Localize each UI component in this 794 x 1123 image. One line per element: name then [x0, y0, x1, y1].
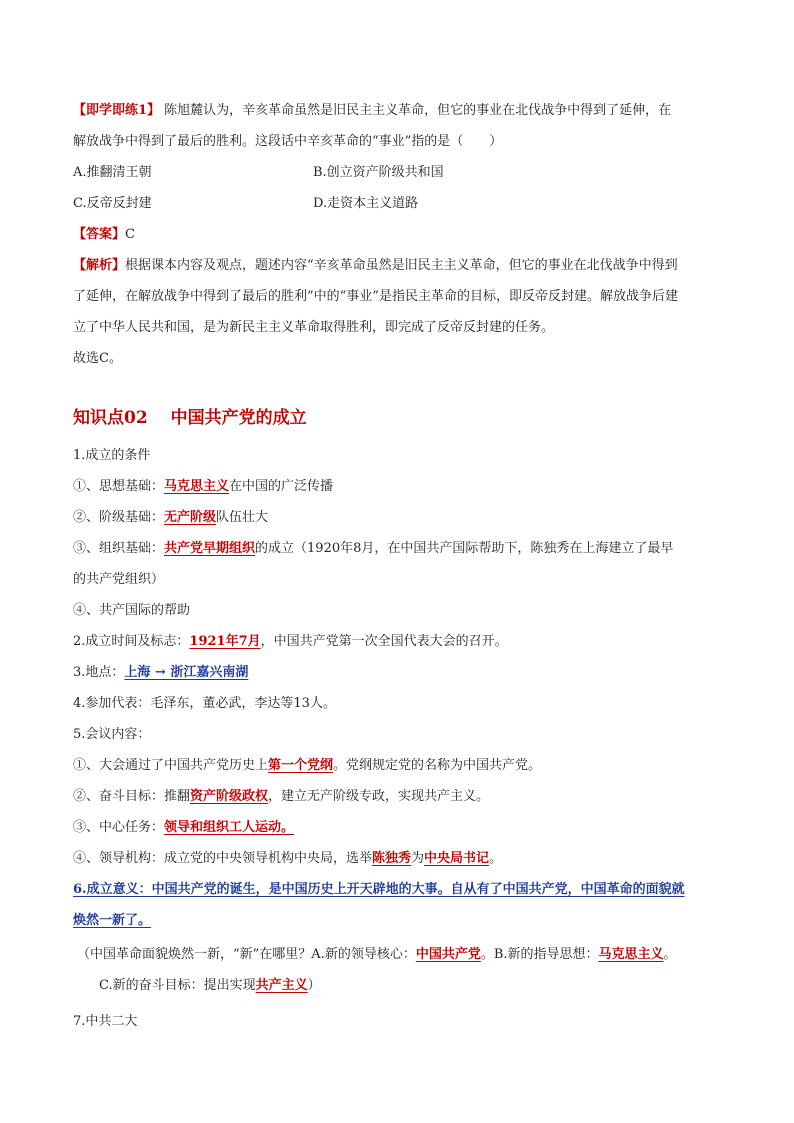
conditions-heading: 1.成立的条件 — [73, 448, 151, 463]
note-text-2: 。B.新的指导思想： — [480, 947, 599, 962]
key-bourgeois-regime: 资产阶级政权 — [190, 789, 269, 804]
question-text-1: 陈旭麓认为，辛亥革命虽然是旧民主主义革命，但它的事业在北伐战争中得到了延伸，在 — [160, 103, 672, 118]
content-goal — [73, 788, 489, 806]
significance-line-2: 焕然一新了。 — [73, 913, 152, 928]
key-chen-duxiu: 陈独秀 — [372, 851, 412, 866]
answer-tag: 【答案】 — [73, 227, 126, 242]
content-goal-text: ，建立无产阶级专政，实现共产主义。 — [268, 789, 490, 804]
key-location: 上海 → 浙江嘉兴南湖 — [124, 665, 249, 680]
condition-organization-cont: 的共产党组织） — [73, 572, 165, 587]
answer-value: C — [125, 227, 135, 242]
key-marxism: 马克思主义 — [164, 479, 230, 494]
option-c: C.反帝反封建 — [73, 196, 152, 211]
condition-ideology-label: ①、思想基础： — [73, 479, 165, 494]
founding-location-label: 3.地点： — [73, 665, 125, 680]
conclusion-line: 故选C。 — [73, 351, 122, 366]
note-line-2 — [73, 977, 321, 995]
key-labor-movement: 领导和组织工人运动。 — [164, 820, 295, 835]
content-leadership-mid: 为 — [411, 851, 425, 866]
content-leadership — [73, 850, 502, 868]
condition-organization-text: 的成立（1920年8月，在中国共产国际帮助下，陈独秀在上海建立了最早 — [255, 541, 674, 556]
key-communism: 共产主义 — [255, 978, 308, 993]
content-goal-label: ②、奋斗目标：推翻 — [73, 789, 191, 804]
note-text-1: （中国革命面貌焕然一新，“新”在哪里？A.新的领导核心： — [77, 947, 416, 962]
key-founding-date: 1921年7月 — [189, 634, 261, 649]
answer-line — [73, 226, 135, 244]
key-early-party-groups: 共产党早期组织 — [164, 541, 256, 556]
meeting-content-heading: 5.会议内容： — [73, 727, 151, 742]
key-marxism-guide: 马克思主义 — [598, 947, 664, 962]
second-congress-heading: 7.中共二大 — [73, 1014, 138, 1029]
condition-ideology-text: 在中国的广泛传播 — [229, 479, 334, 494]
option-b: B.创立资产阶级共和国 — [313, 165, 444, 180]
option-a: A.推翻清王朝 — [73, 165, 152, 180]
founding-location — [73, 664, 248, 682]
section-title: 知识点02 中国共产党的成立 — [73, 408, 307, 428]
note-text-3: 。 — [663, 947, 677, 962]
analysis-line-2: 了延伸，在解放战争中得到了最后的胜利”中的“事业”是指民主革命的目标，即反帝反封建。解放战争后建 — [73, 289, 678, 304]
condition-class — [73, 509, 268, 527]
content-leadership-end: 。 — [489, 851, 503, 866]
analysis-tag: 【解析】 — [73, 258, 126, 273]
exercise-tag: 【即学即练1】 — [73, 103, 161, 118]
analysis-text-1: 根据课本内容及观点，题述内容“辛亥革命虽然是旧民主主义革命，但它的事业在北伐战争中得到 — [125, 258, 678, 273]
key-first-program: 第一个党纲 — [268, 758, 334, 773]
analysis-line-3: 立了中华人民共和国，是为新民主主义革命取得胜利，即完成了反帝反封建的任务。 — [73, 320, 555, 335]
founding-time-label: 2.成立时间及标志： — [73, 634, 190, 649]
content-program-text: 。党纲规定党的名称为中国共产党。 — [333, 758, 542, 773]
note-line-1 — [77, 946, 677, 964]
condition-class-text: 队伍壮大 — [216, 510, 269, 525]
delegates: 4.参加代表：毛泽东，董必武，李达等13人。 — [73, 696, 336, 711]
question-line-2: 解放战争中得到了最后的胜利。这段话中辛亥革命的“事业”指的是（ ） — [73, 134, 503, 149]
significance-line-1: 6.成立意义：中国共产党的诞生，是中国历史上开天辟地的大事。自从有了中国共产党，中国革命的面貌就 — [73, 882, 685, 897]
founding-time — [73, 633, 508, 651]
key-ccp: 中国共产党 — [415, 947, 481, 962]
condition-comintern: ④、共产国际的帮助 — [73, 603, 191, 618]
note-text-5: ） — [307, 978, 321, 993]
content-task-label: ③、中心任务： — [73, 820, 165, 835]
option-d: D.走资本主义道路 — [313, 196, 419, 211]
founding-time-text: ，中国共产党第一次全国代表大会的召开。 — [260, 634, 508, 649]
analysis-line-1 — [73, 257, 678, 275]
condition-ideology — [73, 478, 333, 496]
note-text-4: C.新的奋斗目标：提出实现 — [99, 978, 256, 993]
key-proletariat: 无产阶级 — [164, 510, 217, 525]
condition-organization-label: ③、组织基础： — [73, 541, 165, 556]
options-row-2 — [73, 195, 713, 213]
content-program — [73, 757, 541, 775]
content-task — [73, 819, 294, 837]
condition-organization — [73, 540, 673, 558]
content-program-label: ①、大会通过了中国共产党历史上 — [73, 758, 269, 773]
content-leadership-label: ④、领导机构：成立党的中央领导机构中央局，选举 — [73, 851, 373, 866]
condition-class-label: ②、阶级基础： — [73, 510, 165, 525]
options-row-1 — [73, 164, 713, 182]
key-central-secretary: 中央局书记 — [424, 851, 490, 866]
question-line-1 — [73, 102, 671, 120]
